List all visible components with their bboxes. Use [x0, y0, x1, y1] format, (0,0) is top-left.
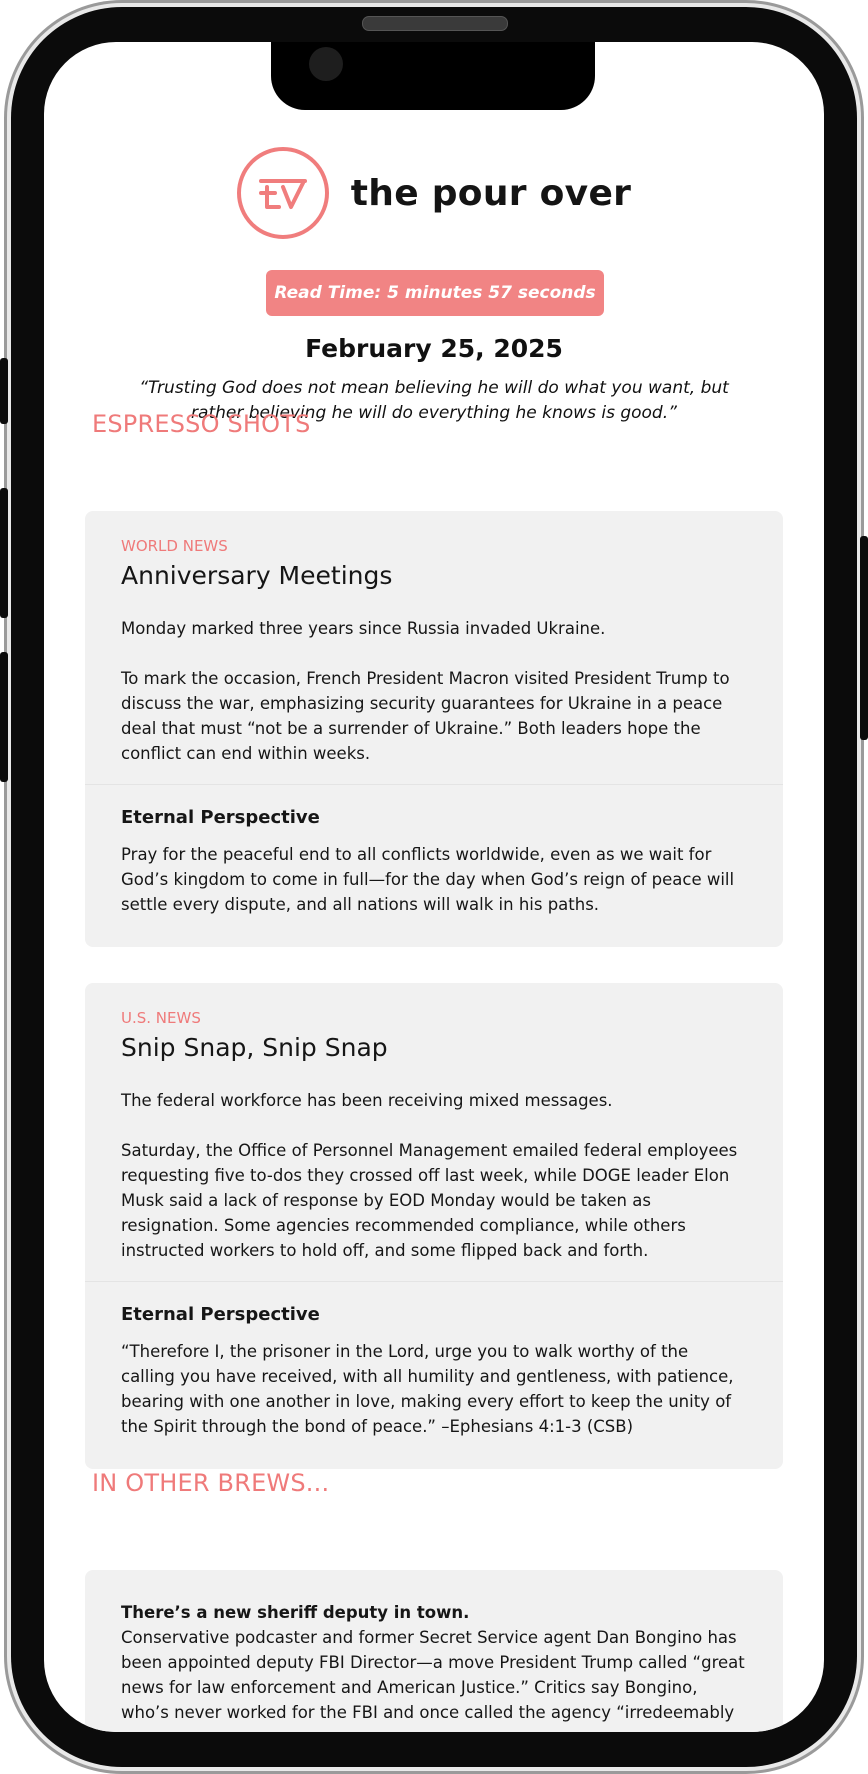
story-paragraph: To mark the occasion, French President Macron visited President Trump to discuss the war, emphasizing security guarantees for Ukraine in a peace deal that must “not be a surrender of Ukraine.” Both leaders hope the conflict can end within weeks. — [121, 669, 730, 763]
story-body — [121, 616, 747, 766]
story-headline: Anniversary Meetings — [121, 561, 393, 590]
perspective-title: Eternal Perspective — [121, 807, 320, 828]
power-button — [860, 536, 868, 740]
volume-up-button — [0, 488, 8, 618]
story-headline: Snip Snap, Snip Snap — [121, 1033, 388, 1062]
mute-switch — [0, 358, 8, 424]
perspective-text: “Therefore I, the prisoner in the Lord, urge you to walk worthy of the calling you have received, with all humility and gentleness, with patience, bearing with one another in love, making every effort to keep the unity of the Spirit through the bond of peace.” –Ephesians 4:1-3 (CSB) — [121, 1342, 734, 1436]
issue-date: February 25, 2025 — [305, 334, 563, 363]
perspective-title: Eternal Perspective — [121, 1304, 320, 1325]
pour-over-logo-icon[interactable] — [237, 147, 329, 239]
story-paragraph: Monday marked three years since Russia invaded Ukraine. — [121, 619, 606, 638]
story-category: U.S. NEWS — [121, 1009, 201, 1027]
phone-screen — [44, 42, 824, 1732]
read-time-badge: Read Time: 5 minutes 57 seconds — [266, 270, 604, 316]
story-category: WORLD NEWS — [121, 537, 228, 555]
brand-name: the pour over — [350, 172, 632, 214]
brew-text: Conservative podcaster and former Secret Service agent Dan Bongino has been appointed deputy FBI Director—a move President Trump called “great news for law enforcement and American Justice.” Critics say Bongino, who’s never worked for the FBI and once called the agency “irredeemably — [121, 1628, 745, 1722]
brew-card — [85, 1570, 783, 1732]
story-content — [85, 983, 783, 1282]
volume-down-button — [0, 652, 8, 782]
section-title-espresso: ESPRESSO SHOTS — [92, 410, 311, 438]
story-card — [85, 983, 783, 1469]
eternal-perspective — [85, 1282, 783, 1469]
front-camera-icon — [309, 47, 343, 81]
speaker-grille — [362, 16, 508, 31]
story-body — [121, 1088, 747, 1263]
section-title-other-brews: IN OTHER BREWS... — [92, 1469, 330, 1497]
eternal-perspective — [85, 785, 783, 947]
story-paragraph: The federal workforce has been receiving mixed messages. — [121, 1091, 613, 1110]
story-content — [85, 511, 783, 785]
perspective-text: Pray for the peaceful end to all conflicts worldwide, even as we wait for God’s kingdom to come in full—for the day when God’s reign of peace will settle every dispute, and all nations will walk in his paths. — [121, 845, 735, 914]
brew-title: There’s a new sheriff deputy in town. — [121, 1603, 470, 1622]
header — [44, 147, 824, 239]
brew-item — [85, 1570, 783, 1725]
story-paragraph: Saturday, the Office of Personnel Management emailed federal employees requesting five to-dos they crossed off last week, while DOGE leader Elon Musk said a lack of response by EOD Monday would be taken as resignation. Some agencies recommended compliance, while others instructed workers to hold off, and some flipped back and forth. — [121, 1141, 738, 1260]
daily-quote: “Trusting God does not mean believing he will do what you want, but rather believing he will do everything he knows is good.” — [139, 378, 729, 423]
story-card — [85, 511, 783, 947]
